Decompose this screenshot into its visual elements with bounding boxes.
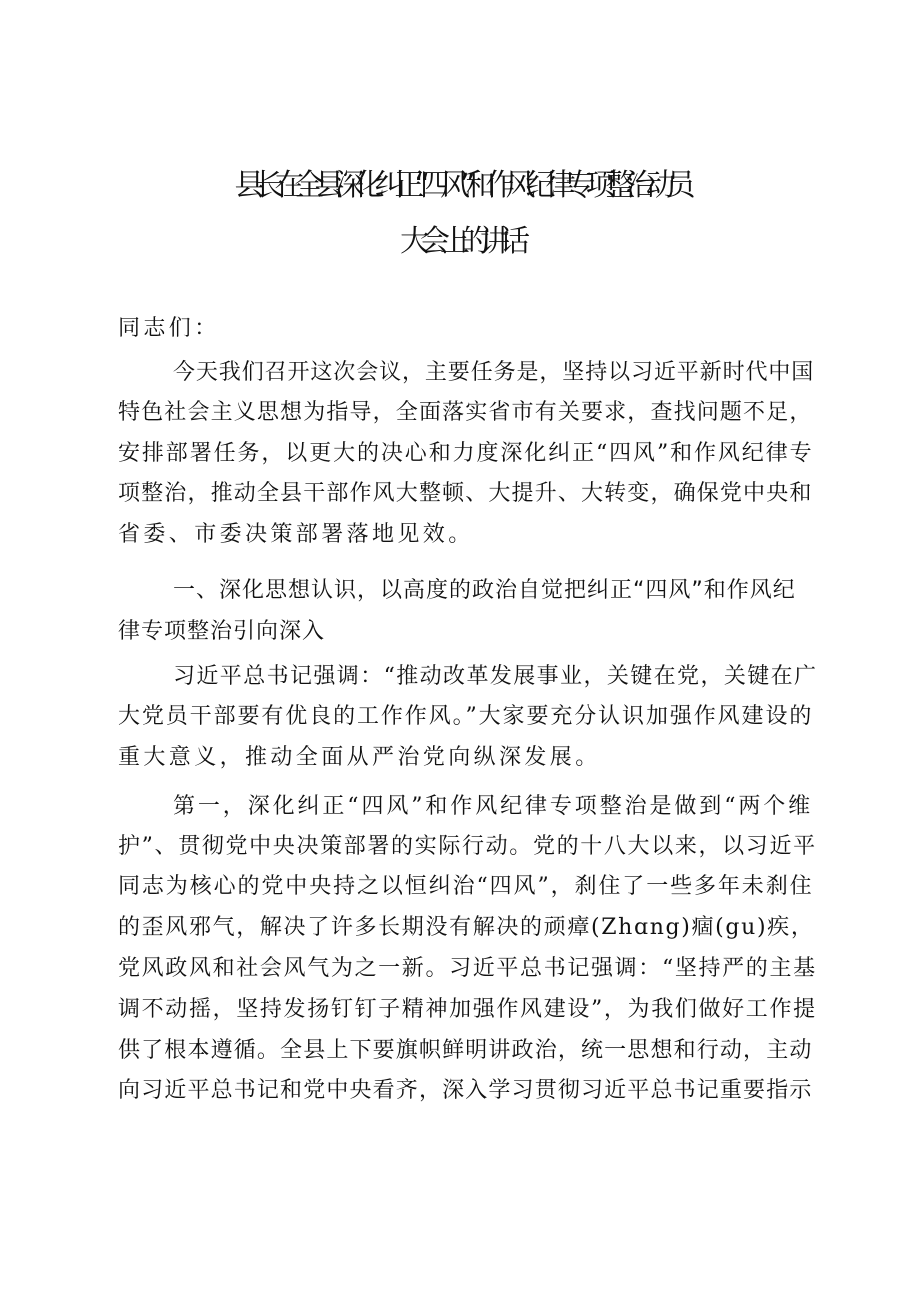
paragraph-line: 特色社会主义思想为指导，全面落实省市有关要求，查找问题不足， <box>118 400 813 425</box>
paragraph-line: 省委、市委决策部署落地见效。 <box>118 522 474 547</box>
paragraph-line: 习近平总书记强调：“推动改革发展事业，关键在党，关键在广 <box>173 664 818 689</box>
paragraph-line: 大党员干部要有优良的工作作风。”大家要充分认识加强作风建设的 <box>118 704 814 729</box>
paragraph-line: 安排部署任务，以更大的决心和力度深化纠正“四风”和作风纪律专 <box>118 441 814 466</box>
document-title-line-2: 大会上的讲话 <box>400 224 520 259</box>
paragraph-first <box>118 792 818 1122</box>
paragraph-line: 项整治，推动全县干部作风大整顿、大提升、大转变，确保党中央和 <box>118 481 813 506</box>
paragraph-intro <box>118 358 818 558</box>
paragraph-line: 护”、贯彻党中央决策部署的实际行动。党的十八大以来，以习近平 <box>118 834 817 859</box>
paragraph-line: 的歪风邪气，解决了许多长期没有解决的顽瘴(Zhɑng)痼(gu)疾， <box>118 915 815 940</box>
paragraph-quote <box>118 662 818 782</box>
paragraph-line: 重大意义，推动全面从严治党向纵深发展。 <box>118 745 601 770</box>
section-heading <box>118 576 818 656</box>
paragraph-line: 今天我们召开这次会议，主要任务是，坚持以习近平新时代中国 <box>173 360 815 385</box>
document-title-line-1: 县长在全县深化纠正“四风”和作风纪律专项整治动员 <box>234 168 686 203</box>
paragraph-line: 党风政风和社会风气为之一新。习近平总书记强调：“坚持严的主基 <box>118 956 817 981</box>
paragraph-line: 向习近平总书记和党中央看齐，深入学习贯彻习近平总书记重要指示 <box>118 1078 813 1103</box>
salutation-text: 同志们： <box>118 316 220 341</box>
paragraph-line: 调不动摇，坚持发扬钉钉子精神加强作风建设”，为我们做好工作提 <box>118 997 817 1022</box>
section-heading-line: 律专项整治引向深入 <box>118 619 326 644</box>
paragraph-line: 同志为核心的党中央持之以恒纠治“四风”，刹住了一些多年未刹住 <box>118 874 814 899</box>
paragraph-line: 供了根本遵循。全县上下要旗帜鲜明讲政治，统一思想和行动，主动 <box>118 1038 813 1063</box>
section-heading-line: 一、深化思想认识，以高度的政治自觉把纠正“四风”和作风纪 <box>173 578 796 603</box>
paragraph-line: 第一，深化纠正“四风”和作风纪律专项整治是做到“两个维 <box>173 794 814 819</box>
